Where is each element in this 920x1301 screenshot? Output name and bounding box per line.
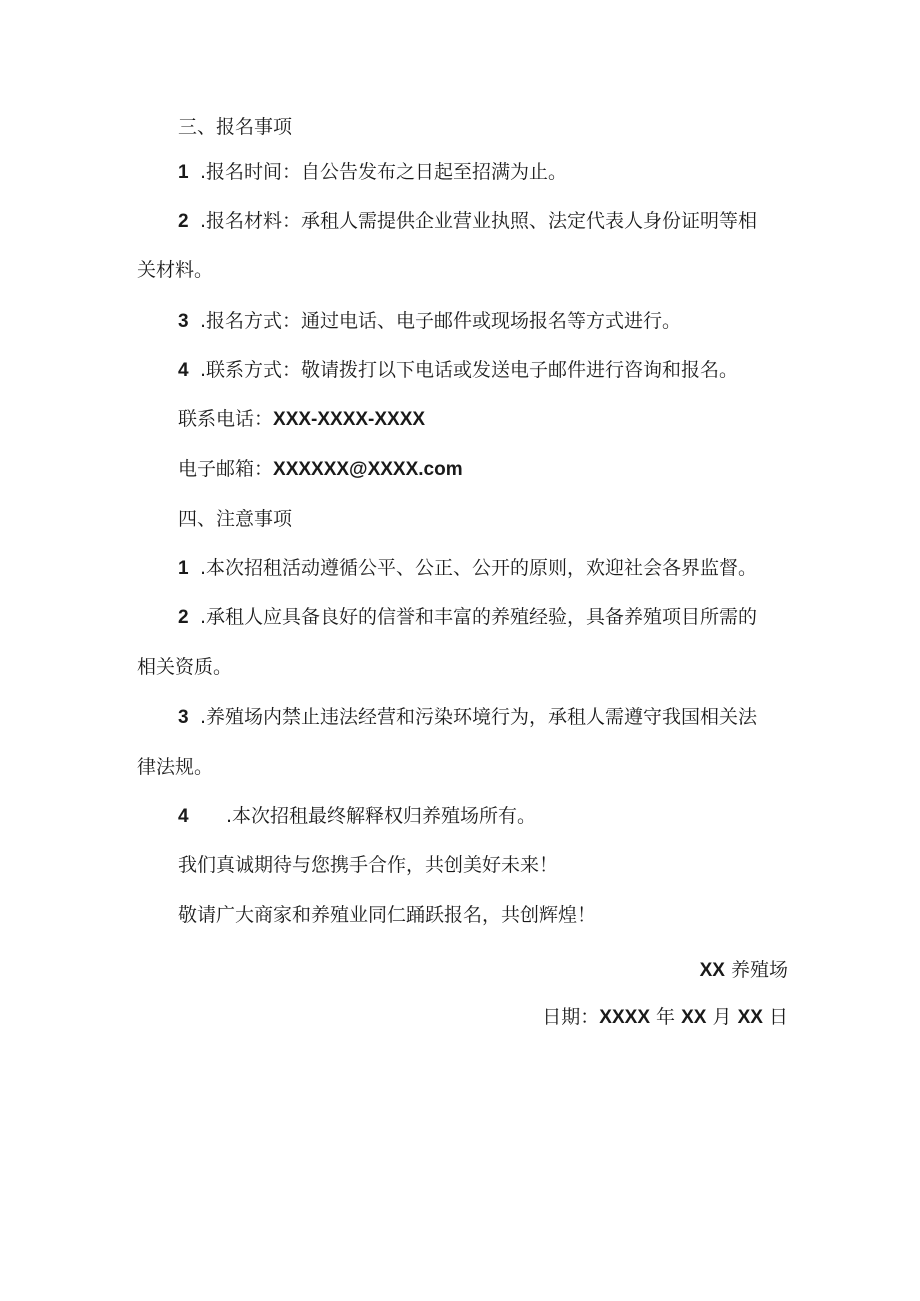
item-text: .养殖场内禁止违法经营和污染环境行为，承租人需遵守我国相关法 xyxy=(200,706,758,728)
phone-label: 联系电话： xyxy=(178,408,274,430)
section4-item-2 xyxy=(178,603,838,632)
date-label: 日期： xyxy=(542,1006,600,1028)
org-name-bold: XX xyxy=(699,960,725,981)
closing-line-2: 敬请广大商家和养殖业同仁踊跃报名，共创辉煌！ xyxy=(178,904,597,926)
item-number: 3 xyxy=(178,707,189,728)
item-text: .承租人应具备良好的信誉和丰富的养殖经验，具备养殖项目所需的 xyxy=(200,606,758,628)
section4-item-3 xyxy=(178,703,838,732)
item-number: 1 xyxy=(178,558,189,579)
signature-org xyxy=(700,956,788,985)
closing-line-1: 我们真诚期待与您携手合作，共创美好未来！ xyxy=(178,854,559,876)
phone-value: XXX-XXXX-XXXX xyxy=(273,409,426,430)
item-text: .本次招租活动遵循公平、公正、公开的原则，欢迎社会各界监督。 xyxy=(200,557,758,579)
email-label: 电子邮箱： xyxy=(178,458,274,480)
item-number: 2 xyxy=(178,211,189,232)
month-value: XX xyxy=(681,1007,707,1028)
year-value: XXXX xyxy=(599,1007,650,1028)
item-number: 4 xyxy=(178,360,189,381)
section4-item-3-cont: 律法规。 xyxy=(137,756,214,778)
section3-heading: 三、报名事项 xyxy=(178,116,293,138)
section3-item-4 xyxy=(178,356,838,385)
section3-item-2 xyxy=(178,207,838,236)
item-text: .联系方式：敬请拨打以下电话或发送电子邮件进行咨询和报名。 xyxy=(200,359,739,381)
section4-item-2-cont: 相关资质。 xyxy=(137,656,233,678)
email-value: XXXXXX@XXXX.com xyxy=(273,459,463,480)
section3-item-3 xyxy=(178,307,838,336)
signature-date xyxy=(542,1003,788,1032)
item-text: .报名材料：承租人需提供企业营业执照、法定代表人身份证明等相 xyxy=(200,210,758,232)
day-unit: 日 xyxy=(768,1006,788,1028)
section3-item-1 xyxy=(178,158,838,187)
contact-email xyxy=(178,455,838,484)
item-text: .本次招租最终解释权归养殖场所有。 xyxy=(226,805,537,827)
contact-phone xyxy=(178,405,838,434)
section4-item-1 xyxy=(178,554,838,583)
item-text: .报名方式：通过电话、电子邮件或现场报名等方式进行。 xyxy=(200,310,682,332)
item-number: 3 xyxy=(178,311,189,332)
item-text: .报名时间：自公告发布之日起至招满为止。 xyxy=(200,161,568,183)
year-unit: 年 xyxy=(656,1006,676,1028)
item-number: 2 xyxy=(178,607,189,628)
item-number: 1 xyxy=(178,162,189,183)
month-unit: 月 xyxy=(712,1006,732,1028)
day-value: XX xyxy=(737,1007,763,1028)
org-name-text: 养殖场 xyxy=(730,959,788,981)
section4-heading: 四、注意事项 xyxy=(178,508,293,530)
item-number: 4 xyxy=(178,806,189,827)
section4-item-4 xyxy=(178,802,838,831)
section3-item-2-cont: 关材料。 xyxy=(137,259,214,281)
